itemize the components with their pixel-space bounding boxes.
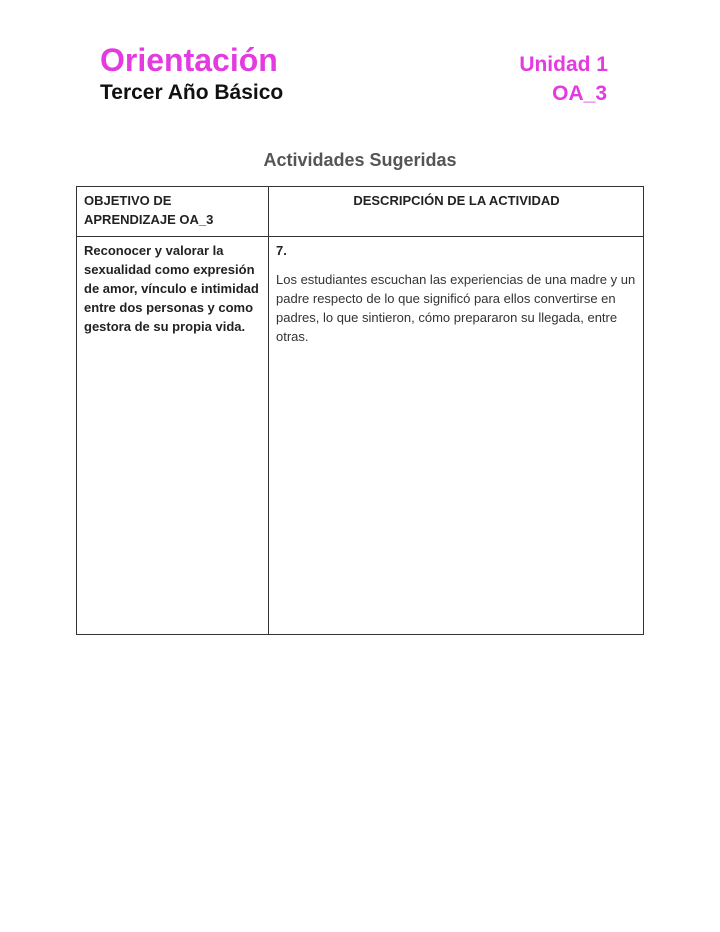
section-title: Actividades Sugeridas — [263, 150, 457, 170]
activities-table — [76, 186, 644, 635]
subject-title: Orientación — [100, 42, 278, 78]
table-row — [77, 237, 644, 635]
column-header-description: DESCRIPCIÓN DE LA ACTIVIDAD — [269, 187, 644, 237]
activity-description: Los estudiantes escuchan las experiencias de una madre y un padre respecto de lo que significó para ellos convertirse en padres, lo que sintieron, cómo prepararon su llegada, entre otras. — [276, 272, 636, 344]
table-header-row — [77, 187, 644, 237]
objective-cell — [77, 237, 269, 635]
activity-number: 7. — [276, 243, 287, 258]
learning-objective-code: OA_3 — [552, 82, 607, 105]
grade-level: Tercer Año Básico — [100, 81, 284, 104]
activity-cell — [269, 237, 644, 635]
unit-label: Unidad 1 — [519, 53, 608, 76]
column-header-objective: OBJETIVO DE APRENDIZAJE OA_3 — [77, 187, 269, 237]
objective-text: Reconocer y valorar la sexualidad como expresión de amor, vínculo e intimidad entre dos personas y como gestora de su propia vida. — [84, 243, 259, 334]
